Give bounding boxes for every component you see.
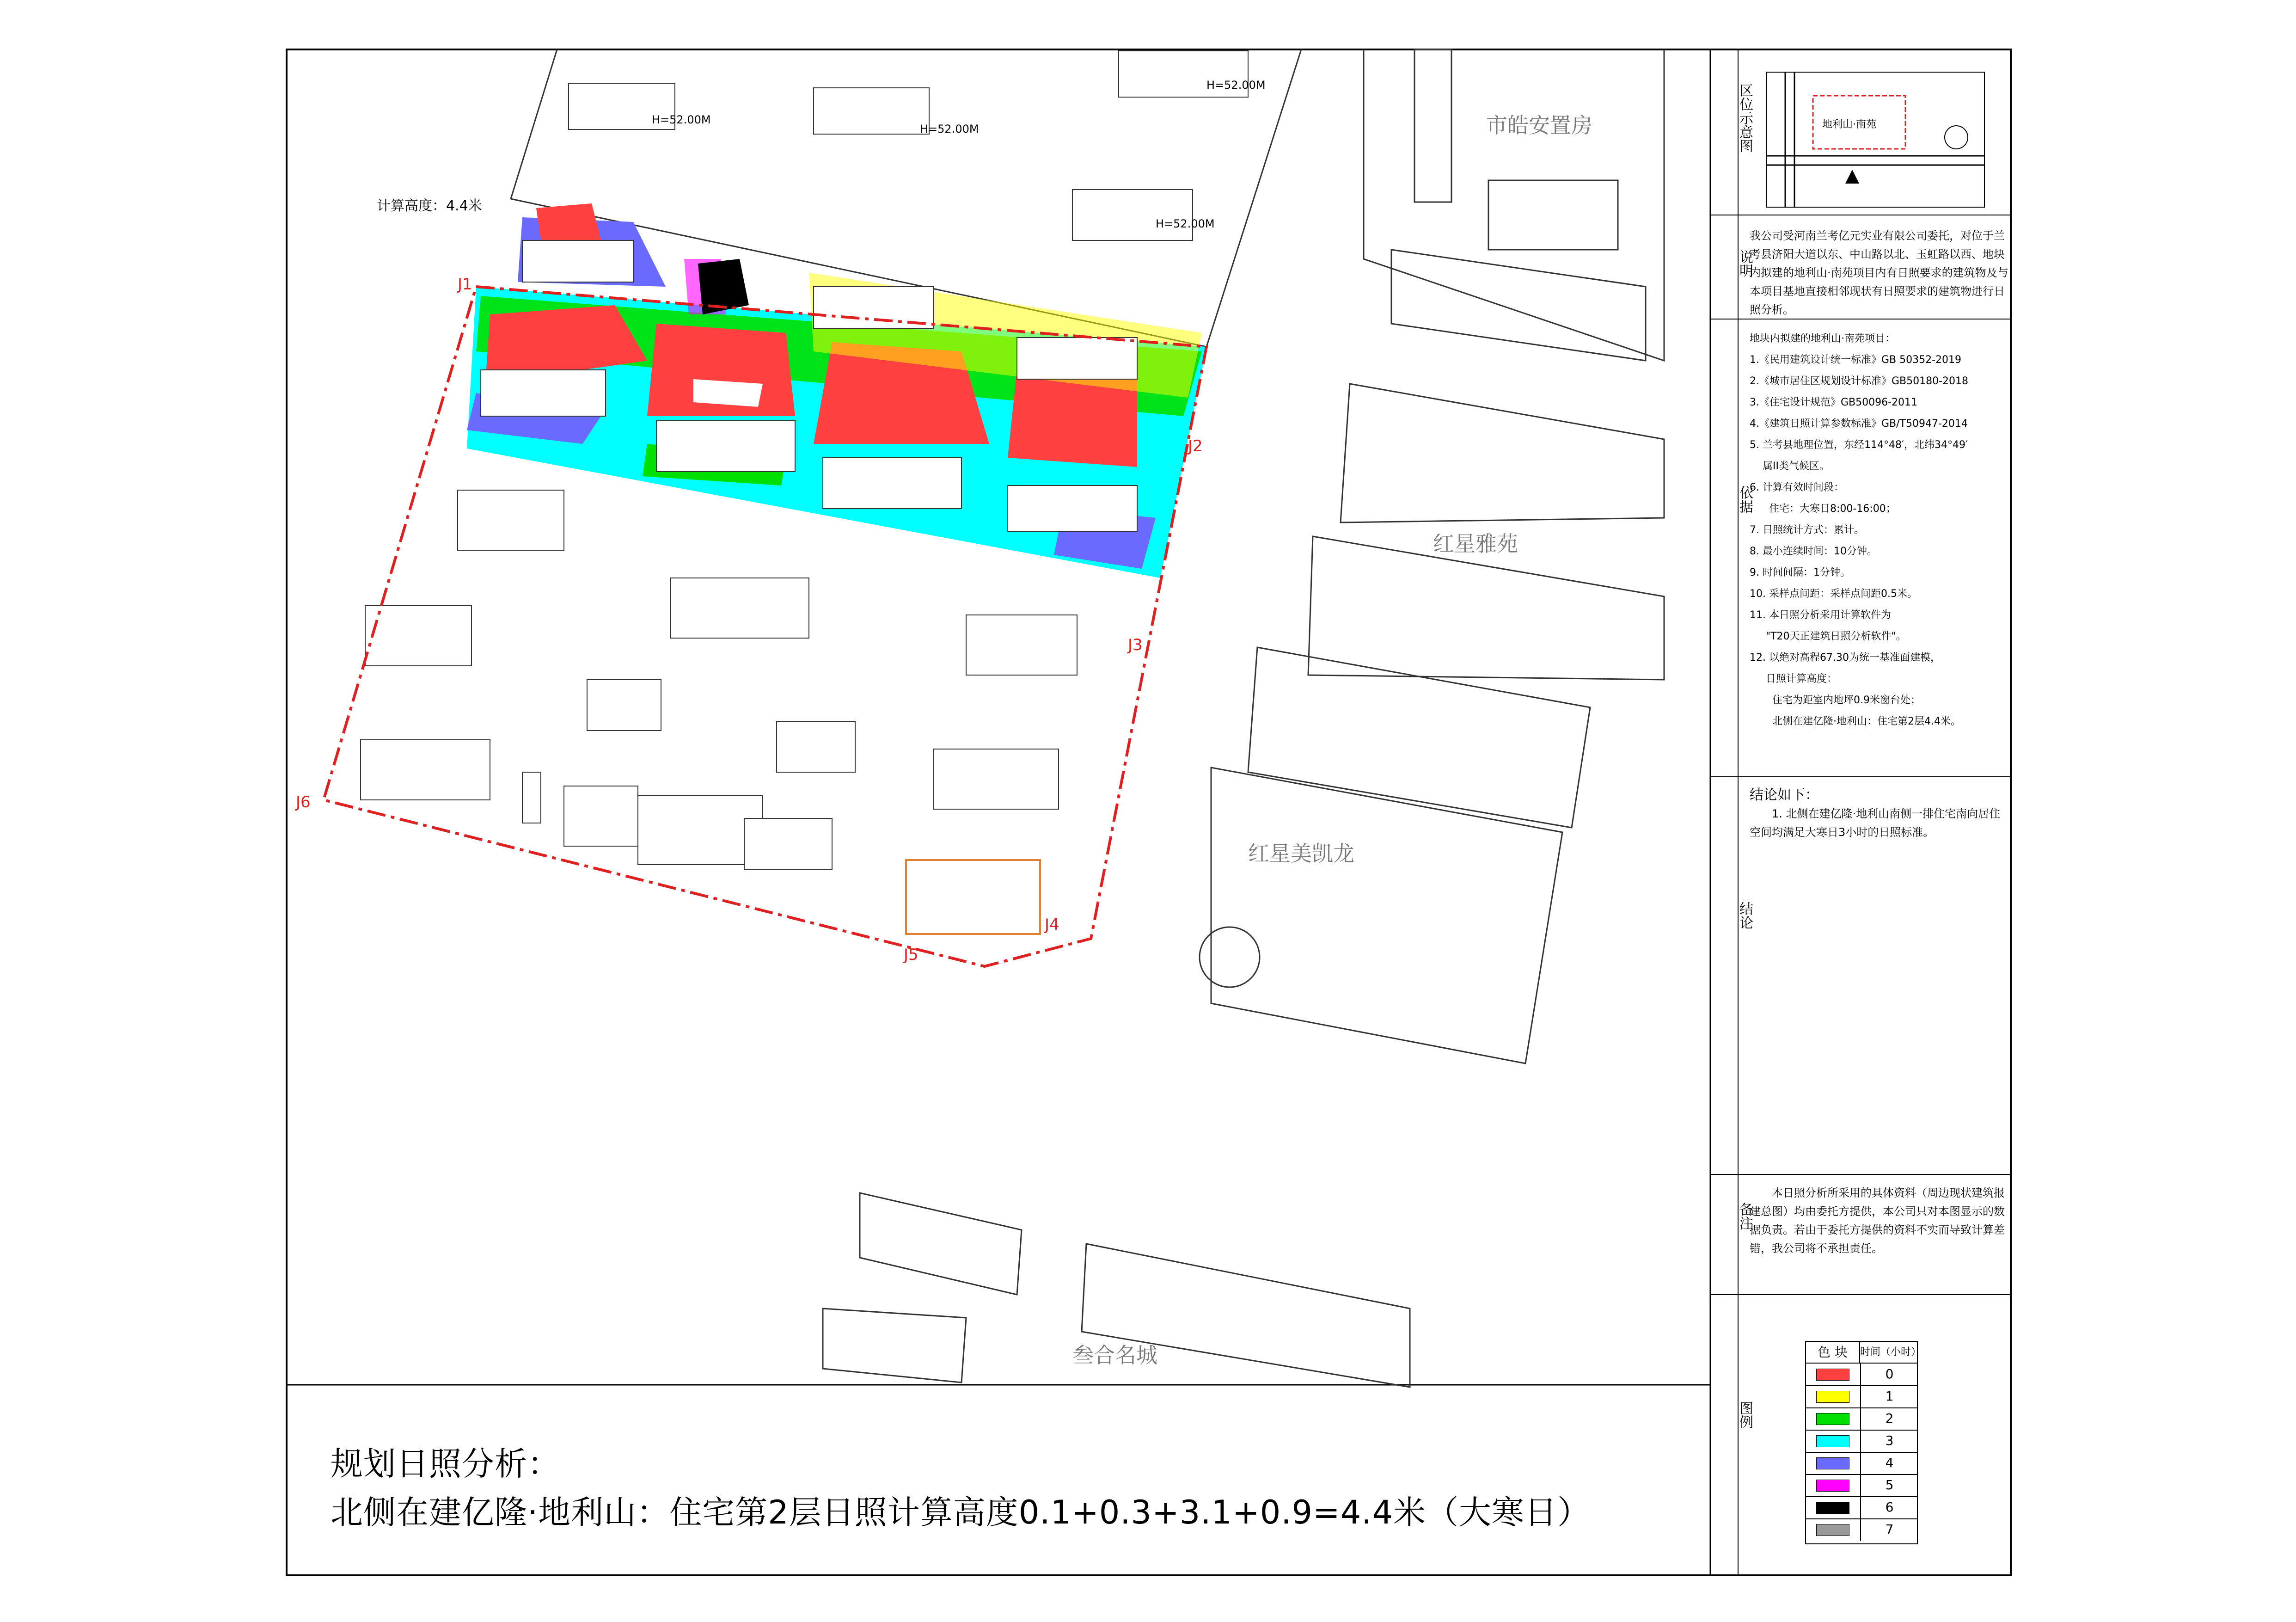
label-kailong: 红星美凯龙 [1248, 841, 1354, 866]
location-heading: 区位示意图 [1737, 83, 1753, 153]
basis-item: 6. 计算有效时间段： [1750, 482, 1844, 493]
remark-heading: 备注 [1737, 1202, 1753, 1230]
desc-text: 我公司受河南兰考亿元实业有限公司委托，对位于兰考县济阳大道以东、中山路以北、玉虹路以西、地块内拟建的地利山·南苑项目内有日照要求的建筑物及与本项目基地直接相邻现状有日照要求的建筑物进行日照分析。 [1750, 229, 2008, 316]
legend-heading: 图例 [1737, 1401, 1753, 1429]
legend-value: 2 [1860, 1408, 1918, 1430]
basis-item: 9. 时间间隔：1分钟。 [1750, 567, 1850, 578]
north-building-6-height: H=52.00M [920, 123, 979, 135]
conclusion-heading: 结论 [1737, 902, 1753, 929]
location-map [1766, 72, 1985, 208]
label-anzhi: 市皓安置房 [1486, 113, 1592, 138]
north-buildings [569, 51, 1248, 240]
point-j1: J1 [458, 275, 472, 294]
basis-item: 日照计算高度： [1750, 673, 1837, 685]
legend-swatch [1816, 1369, 1849, 1381]
basis-item: 住宅为距室内地坪0.9米窗台处； [1750, 694, 1921, 706]
legend-swatch [1816, 1524, 1849, 1536]
north-arrow-icon [1845, 170, 1859, 184]
legend-value: 3 [1860, 1430, 1918, 1452]
calc-height-label: 计算高度：4.4米 [377, 198, 482, 214]
legend-swatch [1816, 1413, 1849, 1425]
basis-item: 属II类气候区。 [1750, 461, 1830, 472]
basis-item: 3.《住宅设计规范》GB50096-2011 [1750, 397, 1918, 408]
conclusion-title: 结论如下： [1750, 787, 1819, 803]
basis-item: 北侧在建亿隆·地利山：住宅第2层4.4米。 [1750, 716, 1961, 727]
legend-value: 1 [1860, 1386, 1918, 1408]
basis-item: 11. 本日照分析采用计算软件为 [1750, 609, 1891, 621]
basis-item: 2.《城市居住区规划设计标准》GB50180-2018 [1750, 375, 1969, 387]
north-building-8-height: H=52.00M [1206, 79, 1266, 92]
legend-col1-header: 色 块 [1806, 1342, 1860, 1364]
legend-value: 4 [1860, 1452, 1918, 1475]
basis-item: 7. 日照统计方式：累计。 [1750, 524, 1864, 536]
basis-block [1750, 328, 2011, 732]
basis-item: 住宅：大寒日8:00-16:00； [1750, 503, 1896, 515]
legend-value: 5 [1860, 1475, 1918, 1497]
conclusion-text: 1. 北侧在建亿隆·地利山南侧一排住宅南向居住空间均满足大寒日3小时的日照标准。 [1750, 807, 2001, 839]
legend-swatch [1816, 1480, 1849, 1492]
title-line-1: 规划日照分析： [331, 1445, 560, 1483]
basis-item: 5. 兰考县地理位置，东经114°48′，北纬34°49′ [1750, 439, 1968, 451]
legend-swatch [1816, 1502, 1849, 1514]
location-map-svg [1767, 73, 1984, 207]
basis-item: 1.《民用建筑设计统一标准》GB 50352-2019 [1750, 354, 1962, 366]
label-yayuan: 红星雅苑 [1433, 531, 1518, 556]
basis-item: 10. 采样点间距：采样点间距0.5米。 [1750, 588, 1917, 600]
location-label: 地利山·南苑 [1822, 119, 1876, 130]
basis-intro: 地块内拟建的地利山·南苑项目： [1750, 333, 1895, 344]
north-building-7-height: H=52.00M [652, 113, 711, 126]
legend-table [1805, 1341, 1922, 1544]
legend-swatch [1816, 1457, 1849, 1469]
desc-heading: 说明 [1737, 250, 1753, 277]
legend-swatch [1816, 1391, 1849, 1403]
north-building-5-height: H=52.00M [1156, 217, 1215, 230]
legend-value: 0 [1860, 1364, 1918, 1386]
legend-value: 7 [1860, 1519, 1918, 1541]
title-line-2: 北侧在建亿隆·地利山：住宅第2层日照计算高度0.1+0.3+3.1+0.9=4.4米（大寒日） [331, 1493, 1591, 1531]
point-j3: J3 [1128, 636, 1143, 654]
conclusion-block [1750, 786, 2011, 842]
point-j5: J5 [904, 946, 918, 964]
remark-text: 本日照分析所采用的具体资料（周边现状建筑报建总图）均由委托方提供，本公司只对本图显示的数据负责。若由于委托方提供的资料不实而导致计算差错，我公司将不承担责任。 [1750, 1186, 2005, 1255]
legend-col2-header: 时间（小时） [1860, 1342, 1917, 1364]
point-j4: J4 [1045, 915, 1059, 934]
basis-item: "T20天正建筑日照分析软件"。 [1750, 631, 1906, 642]
label-mingcheng: 叁合名城 [1072, 1343, 1157, 1368]
basis-item: 12. 以绝对高程67.30为统一基准面建模， [1750, 652, 1941, 664]
basis-heading: 依据 [1737, 485, 1753, 513]
context-buildings [823, 49, 1664, 1387]
point-j2: J2 [1188, 437, 1203, 455]
point-j6: J6 [296, 793, 311, 811]
basis-item: 8. 最小连续时间：10分钟。 [1750, 546, 1877, 557]
legend-swatch [1816, 1435, 1849, 1447]
basis-item: 4.《建筑日照计算参数标准》GB/T50947-2014 [1750, 418, 1968, 430]
planned-building-orange [906, 860, 1040, 934]
legend-value: 6 [1860, 1497, 1918, 1519]
